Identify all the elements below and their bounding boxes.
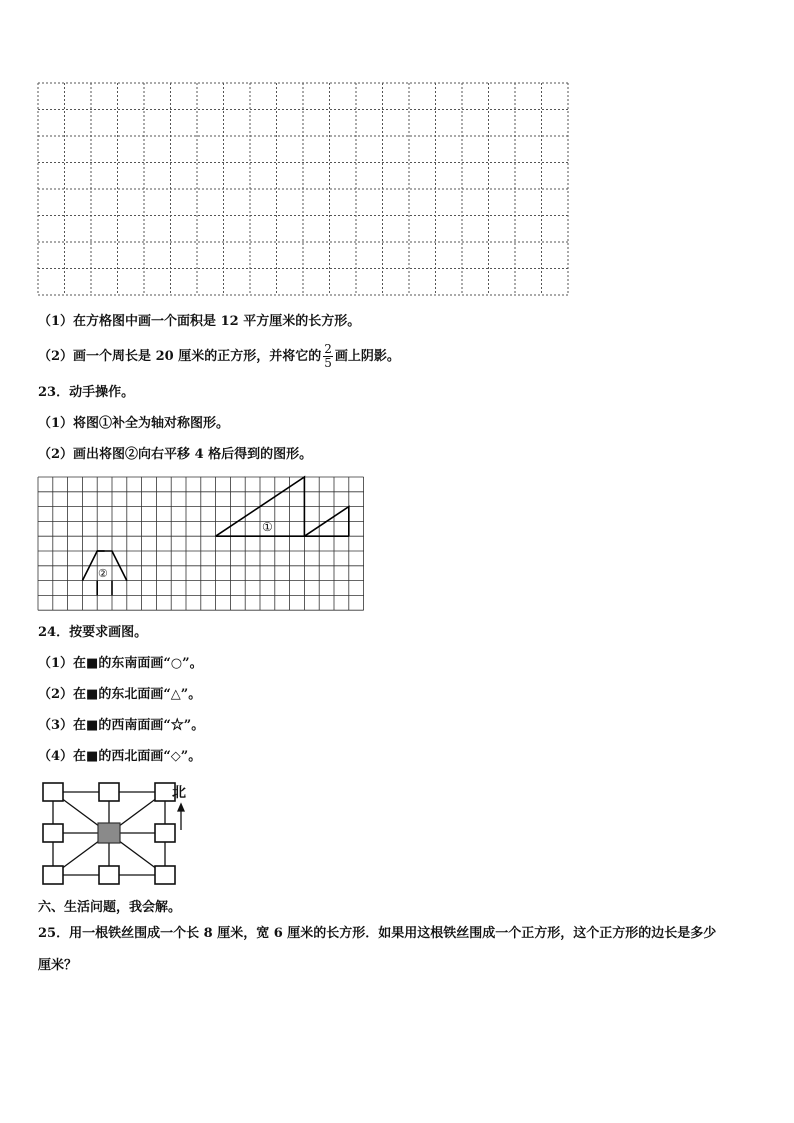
q22-part1: （1）在方格图中画一个面积是 12 平方厘米的长方形。 <box>38 314 361 329</box>
section-6-title: 六、生活问题，我会解。 <box>38 900 182 915</box>
q23-title: 23．动手操作。 <box>38 385 135 400</box>
q23-part2: （2）画出将图②向右平移 4 格后得到的图形。 <box>38 447 313 462</box>
north-arrow-icon <box>178 804 184 830</box>
north-label: 北 <box>172 785 186 801</box>
box-west <box>43 824 63 842</box>
q23-part1: （1）将图①补全为轴对称图形。 <box>38 416 230 431</box>
q24-item-1: （1）在■的东南面画“○”。 <box>38 656 203 671</box>
q24-item-3: （3）在■的西南面画“☆”。 <box>38 718 205 733</box>
center-shaded-square <box>98 823 120 843</box>
fraction-numerator: 2 <box>324 342 332 356</box>
q24-title: 24．按要求画图。 <box>38 625 148 640</box>
dotted-square-grid <box>38 83 570 295</box>
box-north <box>99 783 119 801</box>
box-southwest <box>43 866 63 884</box>
q22-part2-before: （2）画一个周长是 20 厘米的正方形，并将它的 <box>38 349 322 364</box>
box-southeast <box>155 866 175 884</box>
box-south <box>99 866 119 884</box>
q24-item-4: （4）在■的西北面画“◇”。 <box>38 749 202 764</box>
q22-part2-after: 画上阴影。 <box>334 349 400 364</box>
q24-item-2: （2）在■的东北面画“△”。 <box>38 687 202 702</box>
figure-2-stem <box>97 581 112 596</box>
box-northwest <box>43 783 63 801</box>
q22-part2 <box>38 340 400 374</box>
q25-line2: 厘米？ <box>38 958 78 973</box>
translation-grid <box>38 477 368 611</box>
fraction-denominator: 5 <box>324 356 332 370</box>
figure-1-label: ① <box>262 520 273 534</box>
q25-line1: 25．用一根铁丝围成一个长 8 厘米，宽 6 厘米的长方形．如果用这根铁丝围成一个正方形，这个正方形的边长是多少 <box>38 926 717 941</box>
figure-2-label: ② <box>98 567 108 580</box>
fraction <box>323 343 333 370</box>
box-east <box>155 824 175 842</box>
